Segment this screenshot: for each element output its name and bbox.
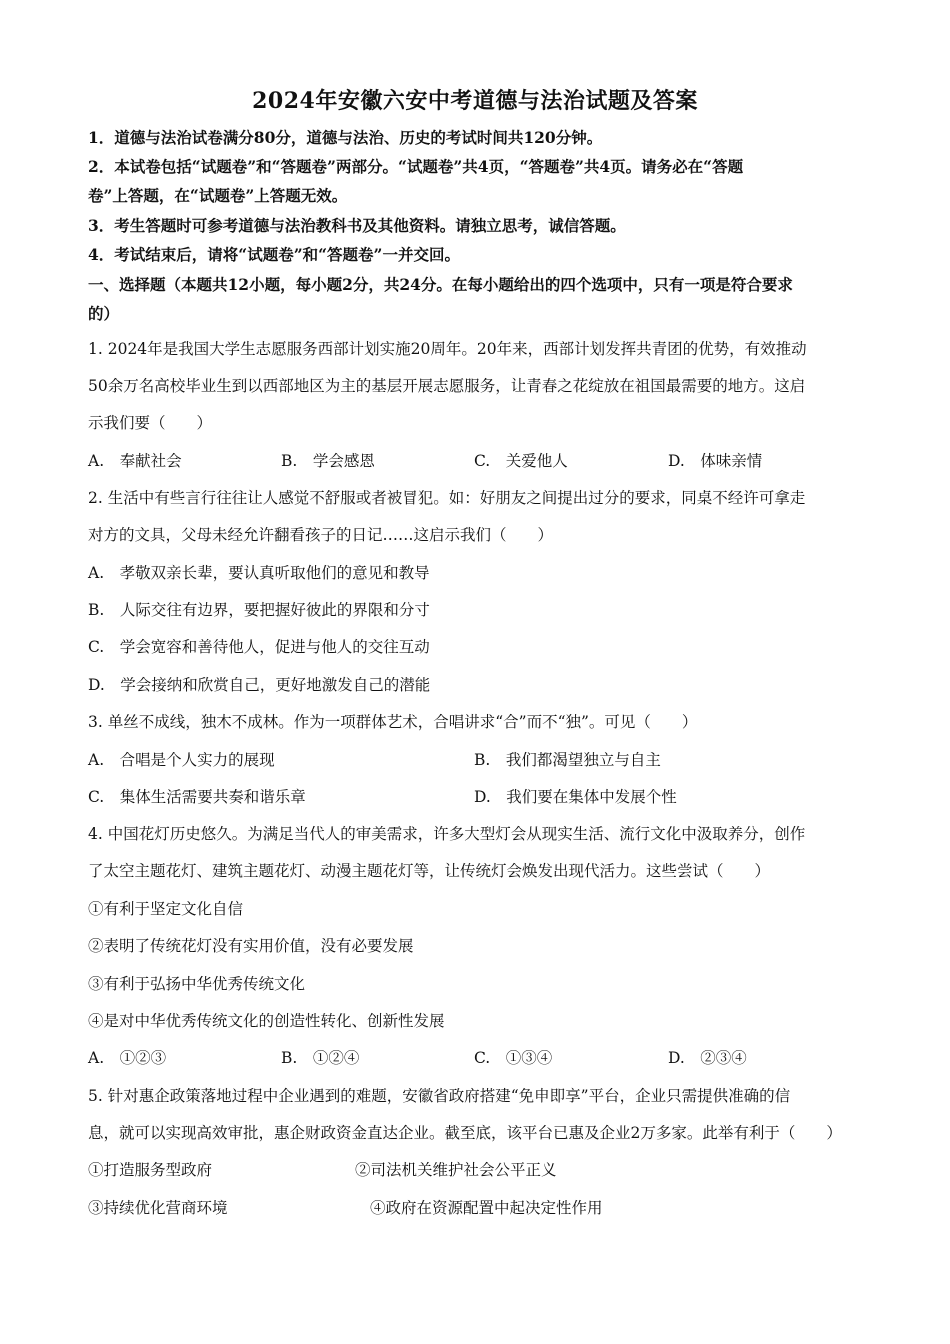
option-b: B. 我们都渴望独立与自主	[474, 751, 661, 769]
section-heading: 的）	[88, 304, 120, 323]
statement-item: ③有利于弘扬中华优秀传统文化	[88, 975, 306, 993]
question-4-text: 了太空主题花灯、建筑主题花灯、动漫主题花灯等，让传统灯会焕发出现代活力。这些尝试（ ）	[88, 862, 771, 880]
statement-item: ①打造服务型政府	[88, 1161, 213, 1179]
question-2-text: 对方的文具，父母未经允许翻看孩子的日记……这启示我们（ ）	[88, 526, 554, 544]
option-c: C. ①③④	[474, 1049, 553, 1067]
page-title: 2024年安徽六安中考道德与法治试题及答案	[252, 88, 698, 114]
statement-item: ④是对中华优秀传统文化的创造性转化、创新性发展	[88, 1012, 445, 1030]
note-line: 3．考生答题时可参考道德与法治教科书及其他资料。请独立思考，诚信答题。	[88, 216, 626, 235]
note-line: 4．考试结束后，请将“试题卷”和“答题卷”一并交回。	[88, 245, 460, 264]
option-a: A. 奉献社会	[88, 452, 182, 470]
question-1-text: 示我们要（ ）	[88, 414, 213, 432]
question-4-text: 4. 中国花灯历史悠久。为满足当代人的审美需求，许多大型灯会从现实生活、流行文化中汲取养分，创作	[88, 825, 806, 843]
note-line: 卷”上答题，在“试题卷”上答题无效。	[88, 186, 348, 205]
question-1-text: 1. 2024年是我国大学生志愿服务西部计划实施20周年。20年来，西部计划发挥共青团的优势，有效推动	[88, 340, 807, 358]
statement-item: ④政府在资源配置中起决定性作用	[370, 1199, 603, 1217]
statement-item: ③持续优化营商环境	[88, 1199, 228, 1217]
question-5-text: 5. 针对惠企政策落地过程中企业遇到的难题，安徽省政府搭建“免申即享”平台，企业只需提供准确的信	[88, 1087, 791, 1105]
option-a: A. ①②③	[88, 1049, 167, 1067]
question-3-text: 3. 单丝不成线，独木不成林。作为一项群体艺术，合唱讲求“合”而不“独”。可见（ ）	[88, 713, 698, 731]
option-b: B. 学会感恩	[281, 452, 375, 470]
option-b: B. 人际交往有边界，要把握好彼此的界限和分寸	[88, 601, 430, 619]
statement-item: ②表明了传统花灯没有实用价值，没有必要发展	[88, 937, 414, 955]
note-line: 2．本试卷包括“试题卷”和“答题卷”两部分。“试题卷”共4页，“答题卷”共4页。请务必在“答题	[88, 157, 744, 176]
question-5-text: 息，就可以实现高效审批，惠企财政资金直达企业。截至底，该平台已惠及企业2万多家。此举有利于（ ）	[88, 1124, 842, 1142]
question-2-text: 2. 生活中有些言行往往让人感觉不舒服或者被冒犯。如：好朋友之间提出过分的要求，同桌不经许可拿走	[88, 489, 806, 507]
question-1-text: 50余万名高校毕业生到以西部地区为主的基层开展志愿服务，让青春之花绽放在祖国最需要的地方。这启	[88, 377, 806, 395]
option-b: B. ①②④	[281, 1049, 360, 1067]
option-a: A. 孝敬双亲长辈，要认真听取他们的意见和教导	[88, 564, 430, 582]
option-d: D. 体味亲情	[668, 452, 763, 470]
statement-item: ①有利于坚定文化自信	[88, 900, 244, 918]
note-line: 1．道德与法治试卷满分80分，道德与法治、历史的考试时间共120分钟。	[88, 128, 603, 147]
option-c: C. 学会宽容和善待他人，促进与他人的交往互动	[88, 638, 430, 656]
option-c: C. 集体生活需要共奏和谐乐章	[88, 788, 306, 806]
option-d: D. ②③④	[668, 1049, 747, 1067]
section-heading: 一、选择题（本题共12小题，每小题2分，共24分。在每小题给出的四个选项中，只有一项是符合要求	[88, 275, 793, 294]
statement-item: ②司法机关维护社会公平正义	[355, 1161, 557, 1179]
option-a: A. 合唱是个人实力的展现	[88, 751, 275, 769]
option-d: D. 我们要在集体中发展个性	[474, 788, 677, 806]
option-c: C. 关爱他人	[474, 452, 568, 470]
option-d: D. 学会接纳和欣赏自己，更好地激发自己的潜能	[88, 676, 431, 694]
